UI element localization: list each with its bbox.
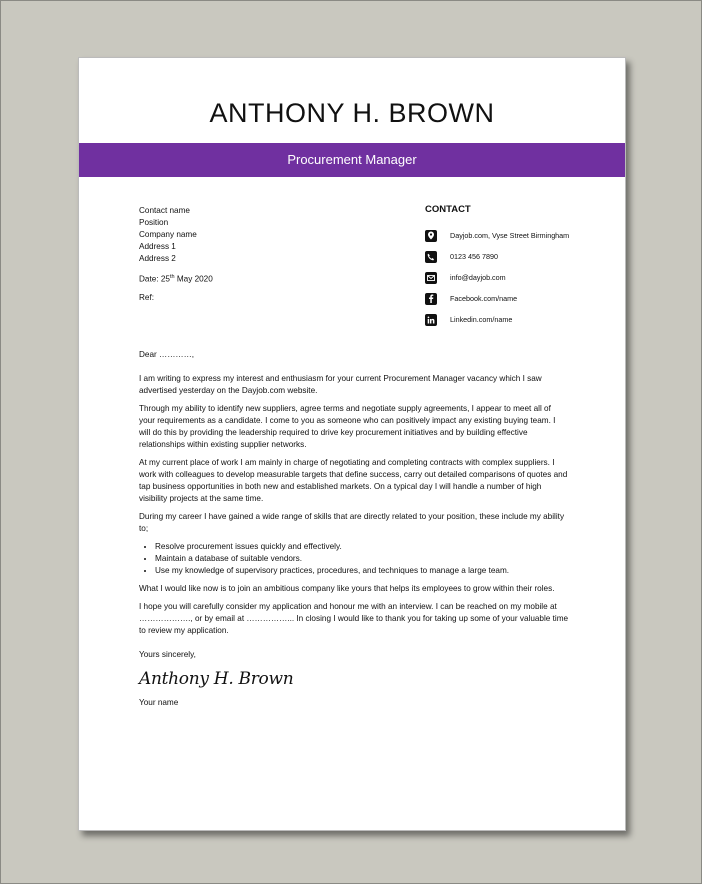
paragraph-intro: I am writing to express my interest and enthusiasm for your current Procurement Manager vacancy which I saw advertised yesterday on the Dayjob.com website. — [139, 374, 542, 395]
map-pin-icon — [425, 230, 437, 242]
contact-phone: 0123 456 7890 — [425, 246, 615, 267]
recipient-contact-name: Contact name — [139, 206, 190, 215]
job-title-banner: Procurement Manager — [79, 143, 625, 177]
recipient-position: Position — [139, 218, 169, 227]
contact-address: Dayjob.com, Vyse Street Birmingham — [425, 225, 615, 246]
contact-facebook: Facebook.com/name — [425, 288, 615, 309]
recipient-address-2: Address 2 — [139, 254, 176, 263]
paragraph-closing: I hope you will carefully consider my application and honour me with an interview. I can be reached on my mobile at ………………., or by email at ……………... In closing I would like to thank you for taking up some of your valuable time to review my application. — [139, 602, 569, 635]
list-item: • Resolve procurement issues quickly and effectively. — [155, 541, 569, 553]
letter-date: Date: 25th May 2020 — [139, 274, 213, 284]
email-icon — [425, 272, 437, 284]
recipient-company: Company name — [139, 230, 197, 239]
paragraph-current-role: At my current place of work I am mainly in charge of negotiating and completing contracts with complex suppliers. I work with colleagues to develop measurable targets that define success, carry out detailed comparisons of quotes and tap business opportunities in both new and established markets. On a typical day I will handle a number of high visibility projects at the same time. — [139, 458, 568, 503]
valediction: Yours sincerely, — [139, 650, 196, 659]
skills-list — [139, 541, 569, 577]
applicant-name: ANTHONY H. BROWN — [209, 98, 495, 128]
recipient-address-1: Address 1 — [139, 242, 176, 251]
contact-linkedin: Linkedin.com/name — [425, 309, 615, 330]
paragraph-abilities: Through my ability to identify new suppliers, agree terms and negotiate supply agreements, I appear to meet all of your requirements as a candidate. I come to you as someone who can positively impact any existing buying team. I will do this by providing the leadership required to drive key procurement initiatives and by building effective relationships within existing supplier networks. — [139, 404, 556, 449]
your-name: Your name — [139, 698, 179, 707]
contact-block — [425, 204, 615, 330]
phone-icon — [425, 251, 437, 263]
linkedin-icon — [425, 314, 437, 326]
paragraph-aspiration: What I would like now is to join an ambitious company like yours that helps its employees to grow within their roles. — [139, 584, 555, 593]
list-item: • Use my knowledge of supervisory practices, procedures, and techniques to manage a large team. — [155, 565, 569, 577]
salutation: Dear …………, — [139, 350, 195, 359]
contact-email: info@dayjob.com — [425, 267, 615, 288]
cover-letter-page — [78, 57, 626, 831]
facebook-icon — [425, 293, 437, 305]
list-item: • Maintain a database of suitable vendors. — [155, 553, 569, 565]
signature: Anthony H. Brown — [139, 669, 294, 689]
paragraph-skills: During my career I have gained a wide range of skills that are directly related to your position, these include my ability to; — [139, 512, 565, 533]
letter-ref: Ref: — [139, 292, 155, 302]
letter-body — [139, 349, 569, 715]
recipient-block — [139, 205, 213, 304]
contact-heading: CONTACT — [425, 204, 471, 215]
